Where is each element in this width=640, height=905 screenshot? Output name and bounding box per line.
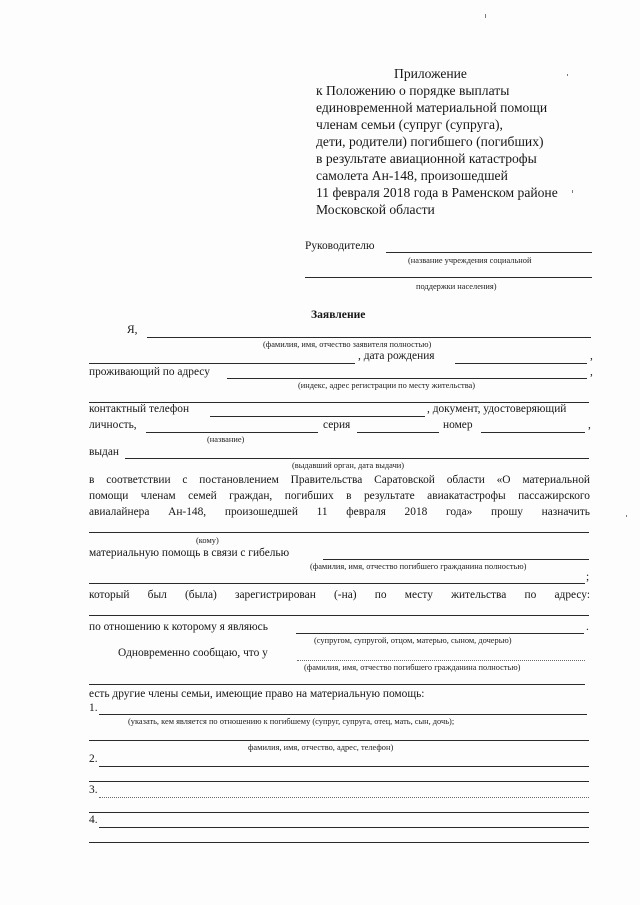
member-number: 2. <box>89 753 98 765</box>
header-line: 11 февраля 2018 года в Раменском районе <box>316 185 558 200</box>
identity-label: личность, <box>89 419 137 431</box>
simultaneous-label: Одновременно сообщаю, что у <box>118 647 268 659</box>
deceased-address-field[interactable] <box>89 615 589 616</box>
paragraph-line: в соответствии с постановлением Правительства Саратовской области «О материальной <box>89 474 590 486</box>
addressee-hint: (название учреждения социальной <box>408 256 532 265</box>
whom-hint: (кому) <box>196 536 219 545</box>
addressee-label: Руководителю <box>305 240 375 252</box>
member-1-field[interactable] <box>99 714 587 715</box>
applicant-name-field-2[interactable] <box>89 363 355 364</box>
series-label: серия <box>323 419 351 431</box>
member-4-field-2[interactable] <box>89 842 589 843</box>
deceased-name-field-3[interactable] <box>297 660 585 661</box>
relation-hint: (супругом, супругой, отцом, матерью, сыном, дочерью) <box>314 636 512 645</box>
header-line: Московской области <box>316 202 435 217</box>
comma: , <box>588 419 591 431</box>
applicant-name-hint: (фамилия, имя, отчество заявителя полностью) <box>263 340 432 349</box>
issued-field[interactable] <box>125 458 589 459</box>
member-number: 3. <box>89 784 98 796</box>
scan-mark <box>572 190 573 193</box>
member-contact-hint: фамилия, имя, отчество, адрес, телефон) <box>248 743 394 752</box>
recipient-field[interactable] <box>89 532 589 533</box>
period: . <box>586 621 589 633</box>
member-2-field[interactable] <box>99 766 589 767</box>
addressee-field[interactable] <box>386 252 592 253</box>
deceased-name-hint-2: (фамилия, имя, отчество погибшего гражданина полностью) <box>304 663 521 672</box>
addressee-hint-2: поддержки населения) <box>416 282 497 291</box>
header-line: дети, родители) погибшего (погибших) <box>316 134 544 149</box>
number-label: номер <box>443 419 473 431</box>
addressee-field-2[interactable] <box>305 277 592 278</box>
address-hint: (индекс, адрес регистрации по месту жительства) <box>298 381 476 390</box>
address-label: проживающий по адресу <box>89 366 210 378</box>
other-members-label: есть другие члены семьи, имеющие право на материальную помощь: <box>89 688 425 700</box>
registered-label: который был (была) зарегистрирован (-на) по месту жительства по адресу: <box>89 589 590 601</box>
applicant-name-field[interactable] <box>147 337 591 338</box>
scan-mark <box>485 14 486 18</box>
address-field[interactable] <box>227 378 587 379</box>
comma: , <box>590 366 593 378</box>
issued-hint: (выдавший орган, дата выдачи) <box>292 461 405 470</box>
phone-label: контактный телефон <box>89 403 190 415</box>
header-line: в результате авиационной катастрофы <box>316 151 537 166</box>
issued-label: выдан <box>89 446 119 458</box>
member-3-field[interactable] <box>99 797 589 798</box>
birth-date-field[interactable] <box>455 363 587 364</box>
paragraph-line: авиалайнера Ан-148, произошедшей 11 февраля 2018 года» прошу назначить <box>89 506 590 518</box>
deceased-name-hint: (фамилия, имя, отчество погибшего гражданина полностью) <box>310 562 527 571</box>
member-3-field-2[interactable] <box>89 812 589 813</box>
scan-mark <box>567 74 568 76</box>
i-label: Я, <box>127 324 138 336</box>
member-4-field[interactable] <box>99 827 589 828</box>
header-line: единовременной материальной помощи <box>316 100 548 115</box>
death-label: материальную помощь в связи с гибелью <box>89 547 290 559</box>
member-2-field-2[interactable] <box>89 781 589 782</box>
birth-date-label: , дата рождения <box>358 350 435 362</box>
form-title: Заявление <box>311 308 366 321</box>
member-number: 1. <box>89 702 98 714</box>
series-field[interactable] <box>357 432 439 433</box>
appendix-title: Приложение <box>394 66 467 81</box>
relation-field[interactable] <box>296 633 584 634</box>
paragraph-line: помощи членам семей граждан, погибших в результате авиакатастрофы пассажирского <box>89 490 590 502</box>
member-number: 4. <box>89 814 98 826</box>
deceased-name-field-2[interactable] <box>89 583 585 584</box>
number-field[interactable] <box>481 432 585 433</box>
member-relation-hint: (указать, кем является по отношению к погибшему (супруг, супруга, отец, мать, сын, дочь); <box>128 717 455 726</box>
semicolon: ; <box>586 571 590 583</box>
comma: , <box>590 350 593 362</box>
header-line: членам семьи (супруг (супруга), <box>316 117 503 132</box>
member-1-field-2[interactable] <box>89 740 589 741</box>
phone-field[interactable] <box>210 416 425 417</box>
document-name-hint: (название) <box>207 435 245 444</box>
deceased-name-field[interactable] <box>323 559 589 560</box>
document-name-field[interactable] <box>146 432 318 433</box>
relation-label: по отношению к которому я являюсь <box>89 621 268 633</box>
scan-mark <box>626 515 627 517</box>
deceased-name-field-4[interactable] <box>89 684 585 685</box>
document-label: , документ, удостоверяющий <box>427 403 567 415</box>
header-line: к Положению о порядке выплаты <box>316 83 510 98</box>
header-line: самолета Ан-148, произошедшей <box>316 168 508 183</box>
